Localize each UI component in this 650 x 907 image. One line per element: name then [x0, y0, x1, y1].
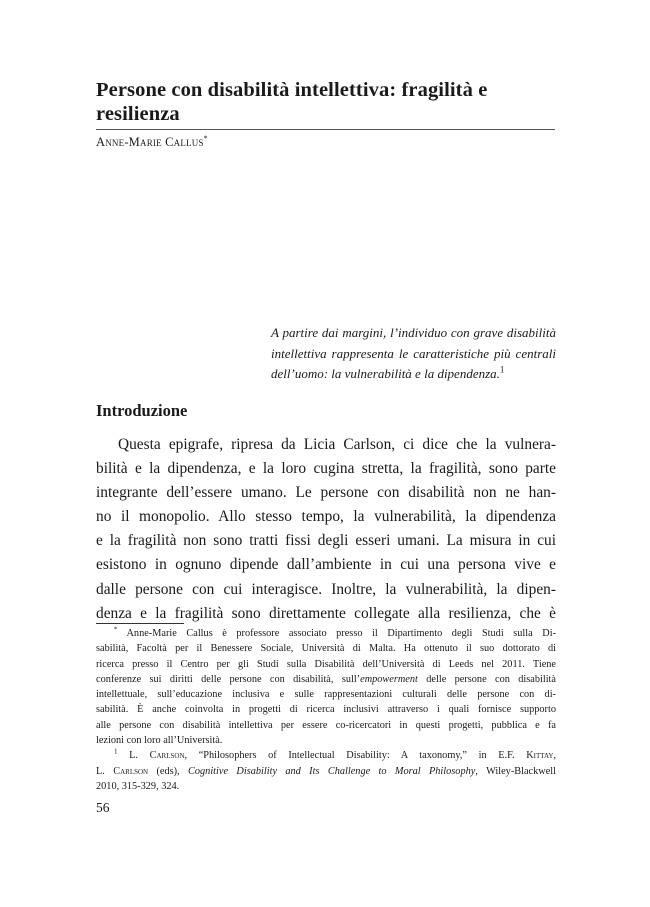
epigraph: [271, 323, 556, 385]
epigraph-footnote-ref[interactable]: 1: [499, 364, 505, 375]
citation-author: L. Carlson: [129, 750, 185, 762]
citation-editor: E.F. Kittay: [498, 750, 554, 762]
article-title: Persone con disabilità intellettiva: fragilità e resilienza: [96, 79, 488, 125]
epigraph-line: [271, 364, 556, 385]
footnote-line: 2010, 315-329, 324.: [96, 780, 180, 792]
citation-text: (eds),: [148, 765, 188, 777]
citation-text: , “Philosophers of Intellectual Disability: A taxonomy,” in: [184, 750, 499, 762]
paragraph-line: no il monopolio. Allo stesso tempo, la vulnerabilità, la dipendenza: [96, 508, 556, 526]
section-heading: Introduzione: [96, 401, 188, 420]
paragraph-line: e la fragilità non sono tratti fissi degli esseri umani. La misura in cui: [96, 532, 556, 550]
author-name: Anne-Marie Callus: [96, 135, 204, 149]
footnote-line: alle persone con disabilità intellettiva per essere co-ricercatori in questi progetti, pubblica e fa: [96, 719, 556, 731]
footnote-line: [96, 626, 556, 641]
footnote-line: lezioni con loro all’Università.: [96, 735, 223, 747]
footnote-mark: *: [114, 625, 118, 634]
footnote-line: [96, 748, 556, 763]
author-footnote-mark[interactable]: *: [203, 133, 208, 143]
paragraph-line: dalle persone con cui interagisce. Inoltre, la vulnerabilità, la dipen-: [96, 580, 556, 598]
epigraph-line: intellettiva rappresenta le caratteristiche più centrali: [271, 345, 556, 361]
footnote-line: intellettuale, sull’educazione inclusiva e sulle rappresentazioni culturali delle persone con di-: [96, 689, 556, 701]
footnote-text: Anne-Marie Callus è professore associato presso il Dipartimento degli Studi sulla Di-: [126, 628, 556, 639]
footnote-mark: 1: [114, 747, 118, 756]
paragraph-line: denza e la fragilità sono direttamente collegate alla resilienza, che è: [96, 604, 556, 622]
footnote-line: [96, 764, 556, 779]
footnote-text: delle persone con disabilità: [417, 673, 556, 685]
paragraph-line: bilità e la dipendenza, e la loro cugina stretta, la fragilità, sono parte: [96, 460, 556, 478]
epigraph-line-text: dell’uomo: la vulnerabilità e la dipendenza.: [271, 366, 500, 381]
footnotes: [96, 626, 556, 794]
footnote-line: ricerca presso il Centro per gli Studi sulla Disabilità dell’Università di Leeds nel 2011. Tiene: [96, 658, 556, 670]
citation-book-title: Cognitive Disability and Its Challenge to Moral Philosophy: [188, 765, 476, 777]
paragraph-line: esistono in ognuno dipende dall’ambiente in cui una persona vive e: [96, 556, 556, 574]
citation-text: ,: [553, 750, 557, 762]
footnote-line: sabilità. È anche coinvolta in progetti di ricerca inclusivi attraverso i quali fornisce supporto: [96, 704, 556, 716]
author-line: [96, 135, 208, 150]
page-number: 56: [96, 800, 110, 815]
citation-text: , Wiley-Blackwell: [475, 765, 556, 777]
footnote-italic-term: empowerment: [360, 673, 418, 685]
footnote-text: conferenze sui diritti delle persone con disabilità, sull’: [96, 673, 361, 685]
citation-editor: L. Carlson: [96, 765, 149, 777]
footnote-line: [96, 672, 556, 687]
paragraph-line: Questa epigrafe, ripresa da Licia Carlson, ci dice che la vulnera-: [118, 436, 556, 453]
footnote-line: sabilità, Facoltà per il Benessere Sociale, Università di Malta. Ha ottenuto il suo dottorato di: [96, 643, 556, 655]
title-divider: [96, 129, 555, 130]
epigraph-line: A partire dai margini, l’individuo con grave disabilità: [271, 325, 556, 340]
footnote-separator: [96, 623, 184, 624]
body-paragraph: [96, 433, 556, 626]
paragraph-line: integrante dell’essere umano. Le persone con disabilità non ne han-: [96, 484, 556, 502]
